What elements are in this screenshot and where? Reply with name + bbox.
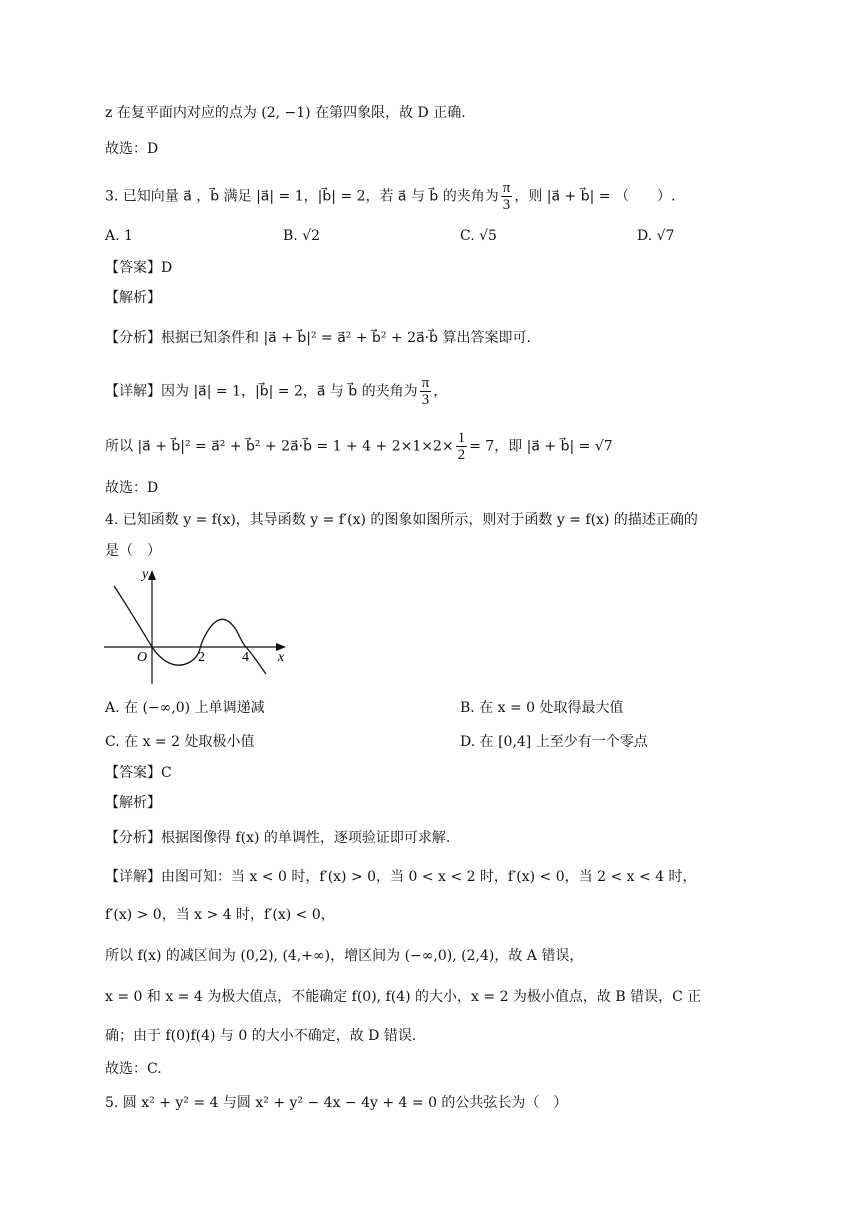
fraction xyxy=(501,180,513,213)
detail-line: 【详解】由图可知：当 x < 0 时，f′(x) > 0，当 0 < x < 2 时，f′(x) < 0，当 2 < x < 4 时， xyxy=(105,869,697,885)
q3-option-b: B. √2 xyxy=(283,228,321,244)
tick-label-2: 2 xyxy=(198,650,205,665)
question-3-stem xyxy=(105,180,675,213)
analysis-label: 【解析】 xyxy=(105,795,161,811)
answer-label: 【答案】D xyxy=(105,260,173,276)
text-line: z 在复平面内对应的点为 (2, −1) 在第四象限，故 D 正确. xyxy=(105,105,466,121)
analysis-text: 【分析】根据已知条件和 |a⃗ + b⃗|² = a⃗² + b⃗² + 2a⃗·b⃗ 算出答案即可. xyxy=(105,330,531,346)
text-span: ， xyxy=(433,383,448,400)
q4-option-a: A. 在 (−∞,0) 上单调递减 xyxy=(105,700,265,716)
fraction xyxy=(420,375,432,408)
text-span: 所以 |a⃗ + b⃗|² = a⃗² + b⃗² + 2a⃗·b⃗ = 1 + 4 + 2×1×2× xyxy=(105,438,454,455)
analysis-label: 【解析】 xyxy=(105,290,161,306)
q3-option-c: C. √5 xyxy=(460,228,497,244)
text-span: 3. 已知向量 a⃗ ，b⃗ 满足 |a⃗| = 1，|b⃗| = 2，若 a⃗ 与 b⃗ 的夹角为 xyxy=(105,188,499,205)
question-4-stem: 4. 已知函数 y = f(x)，其导函数 y = f′(x) 的图象如图所示，则对于函数 y = f(x) 的描述正确的 xyxy=(105,512,698,528)
choose-line: 故选：C. xyxy=(105,1061,162,1077)
q3-option-d: D. √7 xyxy=(637,228,675,244)
analysis-text: 【分析】根据图像得 f(x) 的单调性，逐项验证即可求解. xyxy=(105,830,451,846)
fraction-numerator: π xyxy=(502,180,511,196)
detail-line xyxy=(105,430,613,463)
detail-line xyxy=(105,375,447,408)
derivative-graph xyxy=(100,562,290,688)
detail-line: 确；由于 f(0)f(4) 与 0 的大小不确定，故 D 错误. xyxy=(105,1028,417,1044)
origin-label: O xyxy=(137,650,148,665)
text-span: 【详解】因为 |a⃗| = 1，|b⃗| = 2，a⃗ 与 b⃗ 的夹角为 xyxy=(105,383,418,400)
choose-line: 故选：D xyxy=(105,480,159,496)
fraction-denominator: 3 xyxy=(421,392,430,408)
q4-option-b: B. 在 x = 0 处取得最大值 xyxy=(460,700,624,716)
q4-option-c: C. 在 x = 2 处取极小值 xyxy=(105,734,255,750)
x-axis-label: x xyxy=(278,650,285,665)
fraction-denominator: 3 xyxy=(502,197,511,213)
q3-option-a: A. 1 xyxy=(105,228,133,244)
answer-label: 【答案】C xyxy=(105,765,172,781)
detail-line: f′(x) > 0，当 x > 4 时，f′(x) < 0， xyxy=(105,907,335,923)
fraction xyxy=(456,430,468,463)
text-span: ，则 |a⃗ + b⃗| = （ ）. xyxy=(514,188,676,205)
q4-option-d: D. 在 [0,4] 上至少有一个零点 xyxy=(460,734,648,750)
y-axis-label: y xyxy=(142,567,149,582)
tick-label-4: 4 xyxy=(242,650,249,665)
question-4-stem: 是（ ） xyxy=(105,543,161,559)
detail-line: 所以 f(x) 的减区间为 (0,2), (4,+∞)，增区间为 (−∞,0), (2,4)，故 A 错误， xyxy=(105,948,584,964)
question-5-stem: 5. 圆 x² + y² = 4 与圆 x² + y² − 4x − 4y + 4 = 0 的公共弦长为（ ） xyxy=(105,1095,568,1111)
fraction-numerator: 1 xyxy=(457,430,466,446)
text-span: = 7，即 |a⃗ + b⃗| = √7 xyxy=(469,438,613,455)
text-line: 故选：D xyxy=(105,141,159,157)
fraction-denominator: 2 xyxy=(457,447,466,463)
detail-line: x = 0 和 x = 4 为极大值点，不能确定 f(0), f(4) 的大小，x = 2 为极小值点，故 B 错误，C 正 xyxy=(105,989,702,1005)
fraction-numerator: π xyxy=(421,375,430,391)
y-axis-arrow xyxy=(148,570,156,580)
